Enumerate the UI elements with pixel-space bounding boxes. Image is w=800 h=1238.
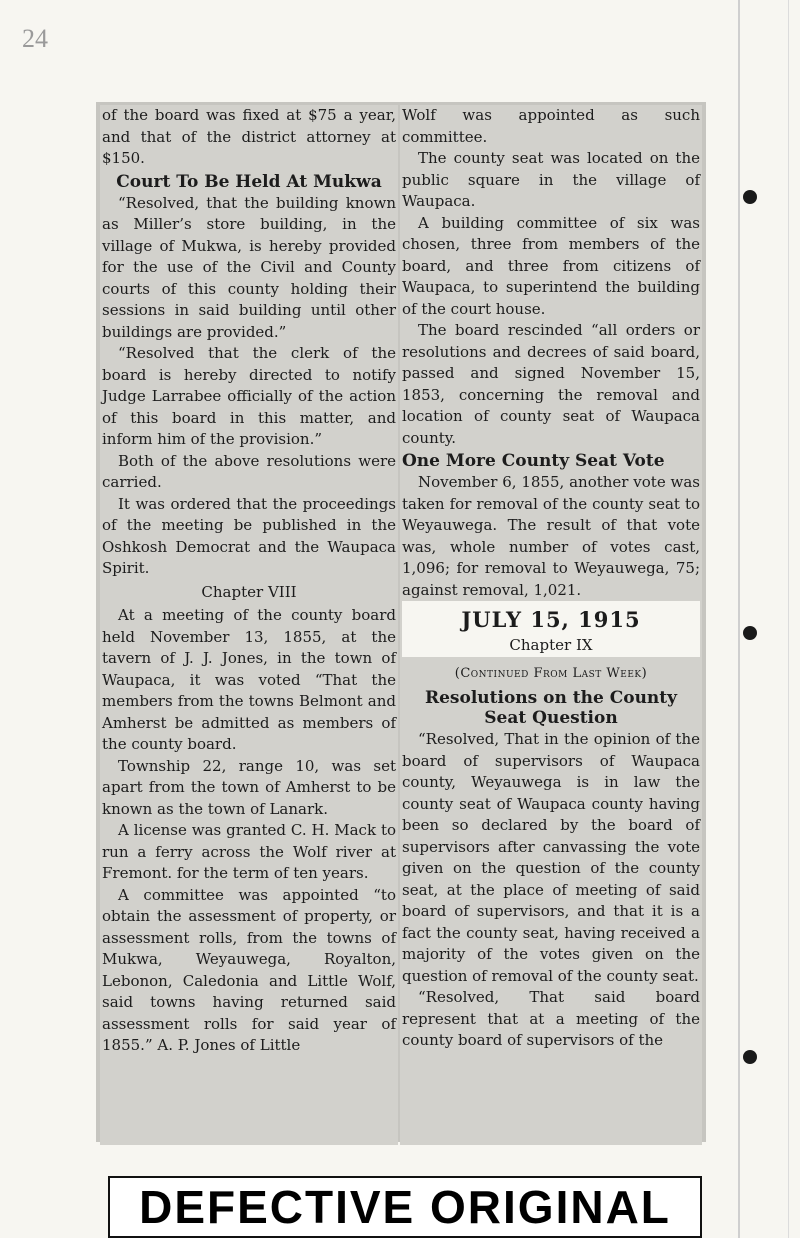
dated-section-header (402, 601, 700, 657)
right-paragraph: The county seat was located on the public square in the village of Waupaca. (402, 149, 700, 210)
left-paragraph: “Resolved that the clerk of the board is hereby directed to notify Judge Larrabee officially of the action of this board in this matter, and inform him of the provision.” (102, 344, 396, 448)
right-paragraph: The board rescinded “all orders or resolutions and decrees of said board, passed and signed November 15, 1853, concerning the removal and location of county seat of Waupaca county. (402, 321, 700, 447)
punch-hole (743, 626, 757, 640)
left-paragraph: Township 22, range 10, was set apart from the town of Amherst to be known as the town of Lanark. (102, 756, 396, 818)
left-paragraph: A license was granted C. H. Mack to run a ferry across the Wolf river at Fremont. for the term of ten years. (102, 821, 396, 882)
issue-date: JULY 15, 1915 (461, 607, 641, 632)
left-paragraph: “Resolved, that the building known as Miller’s store building, in the village of Mukwa, is hereby provided for the use of the Civil and County courts of this county holding their sessions in said building until other buildings are provided.” (102, 193, 396, 341)
right-paragraph: A building committee of six was chosen, three from members of the board, and three from citizens of Waupaca, to superintend the building of the court house. (402, 213, 700, 318)
right-column (400, 105, 702, 1145)
right-heading: One More County Seat Vote (402, 451, 665, 471)
left-heading: Court To Be Held At Mukwa (116, 171, 382, 192)
left-intro: of the board was fixed at $75 a year, and that of the district attorney at $150. (102, 106, 396, 167)
punch-hole (743, 1050, 757, 1064)
page-number: 24 (22, 24, 48, 53)
left-paragraph: A committee was appointed “to obtain the assessment of property, or assessment rolls, from the towns of Mukwa, Weyauwega, Royalton, Lebonon, Caledonia and Little Wolf, said towns having returned said assessment rolls for said year of 1855.” A. P. Jones of Little (102, 885, 396, 1054)
left-paragraph: It was ordered that the proceedings of the meeting be published in the Oshkosh Democrat and the Waupaca Spirit. (102, 494, 396, 577)
defective-original-stamp: DEFECTIVE ORIGINAL (108, 1176, 702, 1238)
binding-line (738, 0, 740, 1238)
right-paragraph: “Resolved, That said board represent that at a meeting of the county board of supervisors of the (402, 988, 700, 1049)
right-chapter: Chapter IX (509, 636, 593, 654)
right-paragraph: “Resolved, That in the opinion of the board of supervisors of Waupaca county, Weyauwega is in law the county seat of Waupaca county having been so declared by the board of supervisors after canvassing the vote given on the question of the county seat, at the place of meeting of said board of supervisors, and that it is a fact the county seat, having received a majority of the votes given on the question of removal of the county seat. (402, 730, 700, 985)
page-edge-line (788, 0, 789, 1238)
right-heading-2: Resolutions on the County Seat Question (424, 688, 678, 728)
punch-hole (743, 190, 757, 204)
right-intro: Wolf was appointed as such committee. (402, 106, 700, 146)
left-column (100, 105, 398, 1145)
continued-note: (Continued From Last Week) (454, 665, 648, 681)
left-paragraph: At a meeting of the county board held November 13, 1855, at the tavern of J. J. Jones, in the town of Waupaca, it was voted “That the members from the towns Belmont and Amherst be admitted as members of the county board. (102, 606, 396, 753)
left-paragraph: Both of the above resolutions were carried. (102, 451, 396, 491)
right-paragraph: November 6, 1855, another vote was taken for removal of the county seat to Weyauwega. The result of that vote was, whole number of votes cast, 1,096; for removal to Weyauwega, 75; against removal, 1,021. (402, 473, 700, 599)
left-chapter: Chapter VIII (201, 582, 297, 601)
